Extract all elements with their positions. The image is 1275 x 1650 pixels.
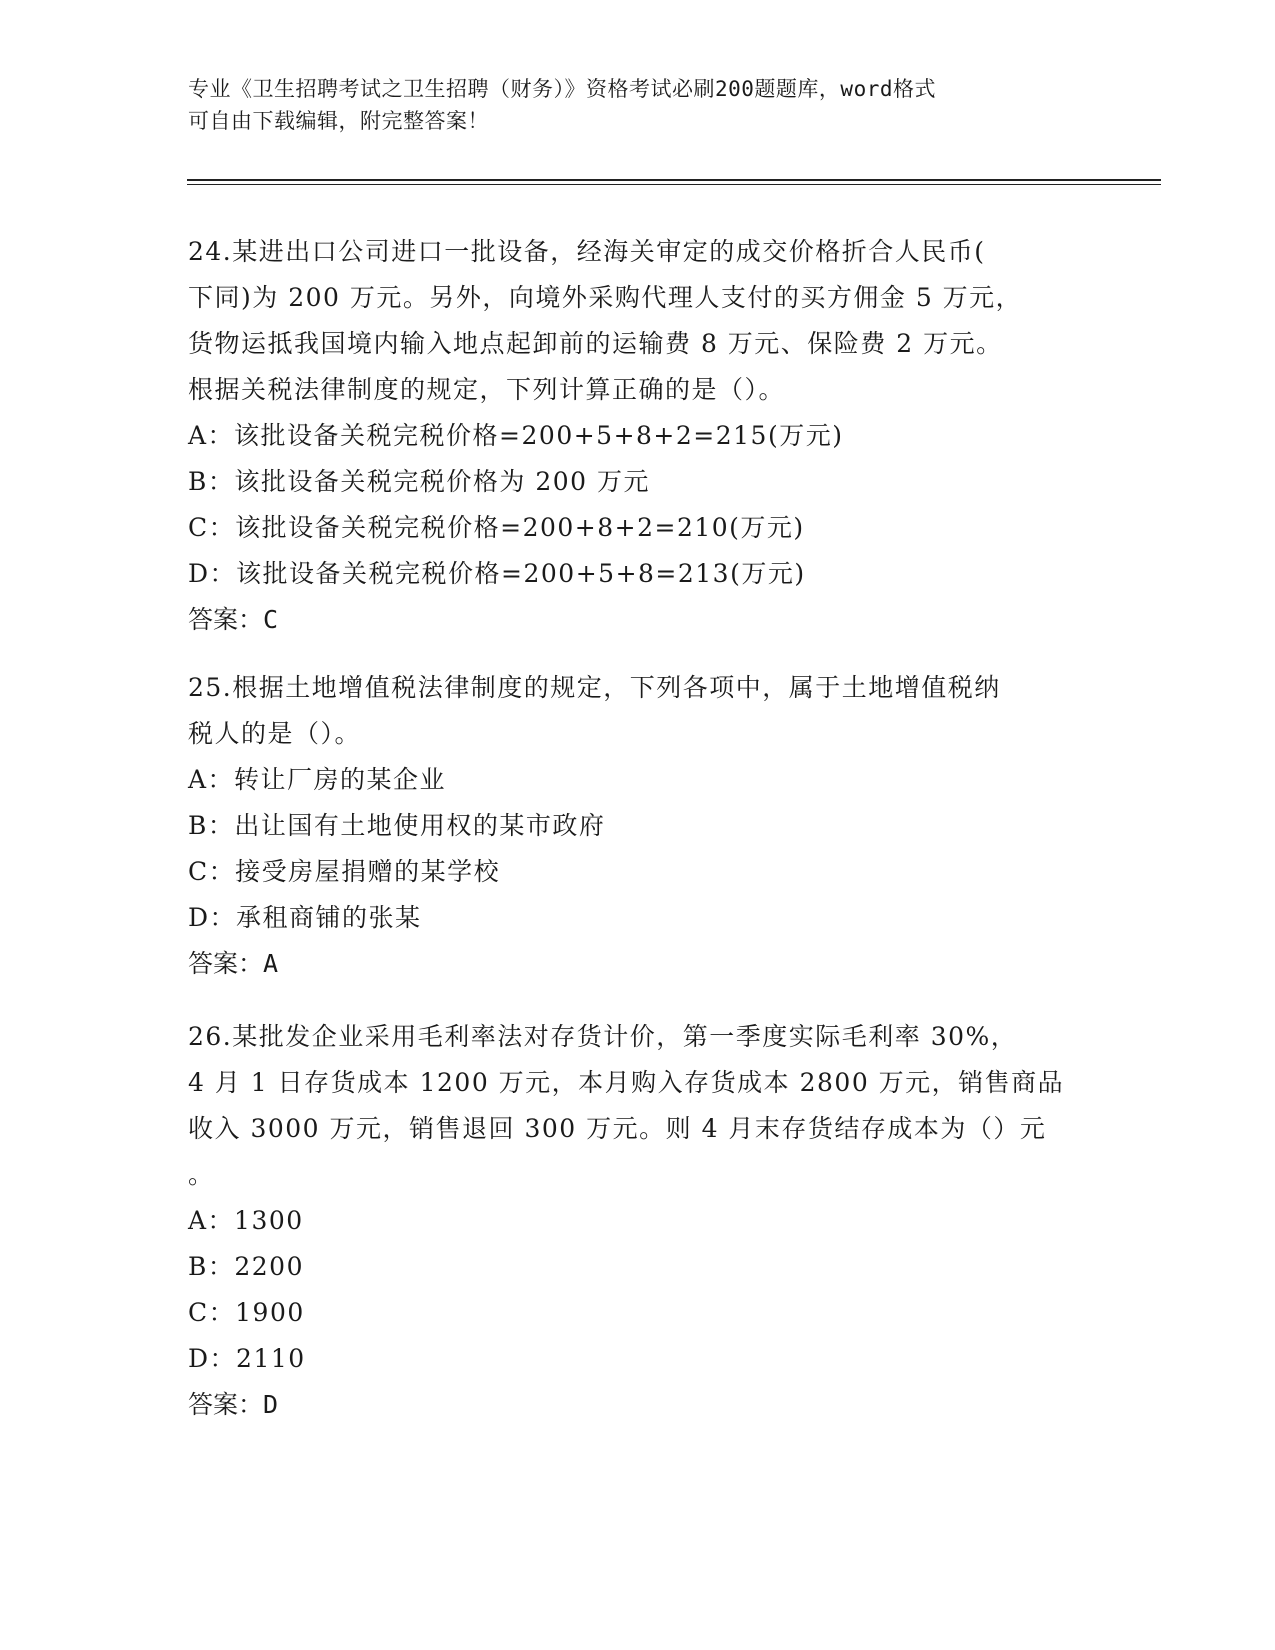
header-divider — [187, 179, 1161, 181]
option-b: B：出让国有土地使用权的某市政府 — [188, 811, 606, 840]
stem-line: 下同)为 200 万元。另外，向境外采购代理人支付的买方佣金 5 万元， — [188, 283, 1023, 312]
option-a: A：转让厂房的某企业 — [188, 765, 447, 794]
option-c: C：接受房屋捐赠的某学校 — [188, 857, 501, 886]
option-d: D：承租商铺的张某 — [188, 903, 422, 932]
document-header — [188, 73, 1088, 137]
stem-line: 收入 3000 万元，销售退回 300 万元。则 4 月末存货结存成本为（）元 — [188, 1114, 1047, 1143]
question-stem — [188, 665, 1088, 757]
option-c: C：1900 — [188, 1298, 305, 1327]
stem-line: 税人的是（）。 — [188, 719, 362, 748]
question-stem — [188, 1014, 1088, 1198]
stem-line: 24.某进出口公司进口一批设备，经海关审定的成交价格折合人民币( — [188, 237, 986, 266]
answer: 答案：C — [188, 605, 279, 634]
stem-line: 。 — [188, 1160, 215, 1189]
question-25 — [188, 665, 1088, 987]
question-24 — [188, 229, 1088, 643]
question-26 — [188, 1014, 1088, 1428]
stem-line: 4 月 1 日存货成本 1200 万元，本月购入存货成本 2800 万元，销售商品 — [188, 1068, 1065, 1097]
option-b: B：该批设备关税完税价格为 200 万元 — [188, 467, 650, 496]
stem-line: 货物运抵我国境内输入地点起卸前的运输费 8 万元、保险费 2 万元。 — [188, 329, 1003, 358]
header-line-2: 可自由下载编辑，附完整答案！ — [188, 109, 489, 133]
header-divider-thin — [187, 184, 1161, 185]
option-c: C：该批设备关税完税价格=200+8+2=210(万元) — [188, 513, 805, 542]
answer: 答案：D — [188, 1390, 279, 1419]
stem-line: 25.根据土地增值税法律制度的规定，下列各项中，属于土地增值税纳 — [188, 673, 1001, 702]
stem-line: 根据关税法律制度的规定，下列计算正确的是（）。 — [188, 375, 786, 404]
header-line-1: 专业《卫生招聘考试之卫生招聘（财务）》资格考试必刷200题题库，word格式 — [188, 77, 936, 101]
stem-line: 26.某批发企业采用毛利率法对存货计价，第一季度实际毛利率 30%， — [188, 1022, 1018, 1051]
option-b: B：2200 — [188, 1252, 304, 1281]
answer: 答案：A — [188, 949, 279, 978]
option-d: D：该批设备关税完税价格=200+5+8=213(万元) — [188, 559, 806, 588]
option-d: D：2110 — [188, 1344, 306, 1373]
option-a: A：该批设备关税完税价格=200+5+8+2=215(万元) — [188, 421, 844, 450]
option-a: A：1300 — [188, 1206, 304, 1235]
question-stem — [188, 229, 1088, 413]
